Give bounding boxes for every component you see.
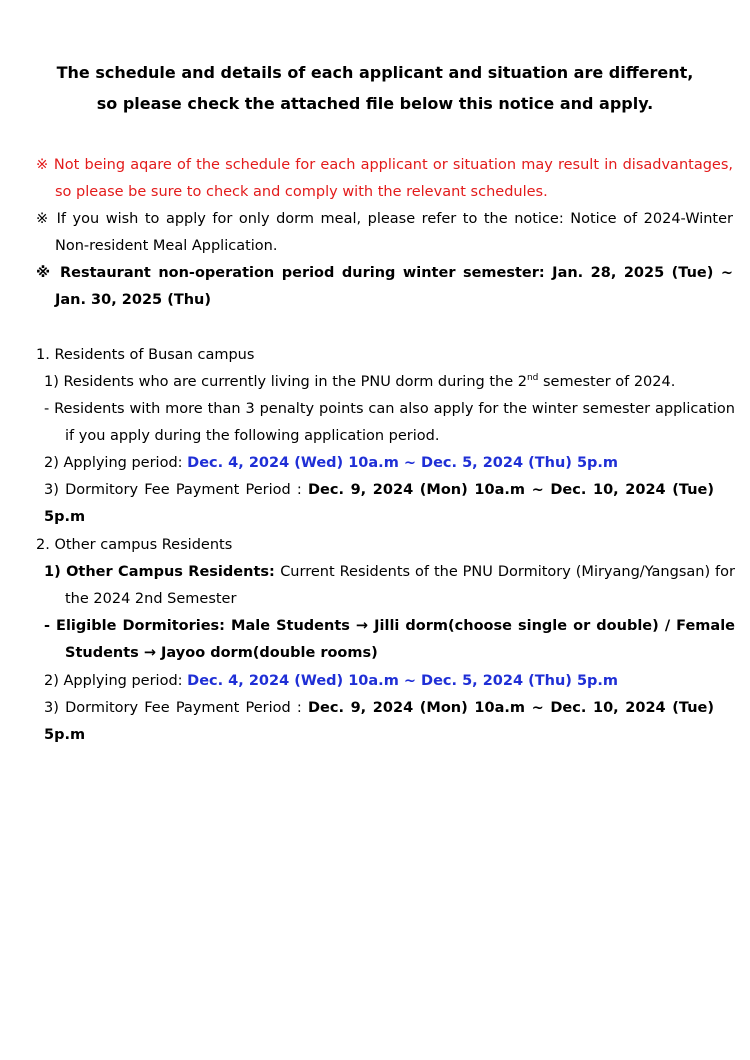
section1-item1-post: semester of 2024.	[538, 374, 676, 390]
section1-item2-label: 2) Applying period:	[44, 455, 188, 471]
section1-item1-sub: - Residents with more than 3 penalty points can also apply for the winter semester application if you apply during the following application period.	[44, 401, 735, 444]
warning-notice: ※ Not being aqare of the schedule for each applicant or situation may result in disadvantages, so please be sure to check and comply with the relevant schedules.	[36, 157, 733, 200]
section1-applying-period: Dec. 4, 2024 (Wed) 10a.m ~ Dec. 5, 2024 (Thu) 5p.m	[187, 455, 619, 471]
section2-item1-sub: - Eligible Dormitories: Male Students → Jilli dorm(choose single or double) / Female Students → Jayoo dorm(double rooms)	[44, 618, 735, 661]
section1-item1-pre: 1) Residents who are currently living in the PNU dorm during the 2	[44, 374, 527, 390]
headline-line-2: so please check the attached file below this notice and apply.	[96, 94, 654, 113]
section2-fee-period: Dec. 9, 2024 (Mon) 10a.m ~ Dec. 10, 2024 (Tue) 5p.m	[44, 700, 714, 743]
section1-item1-sup: nd	[526, 373, 539, 384]
section2-item2-label: 2) Applying period:	[44, 673, 188, 689]
section2-item3-label: 3) Dormitory Fee Payment Period :	[44, 700, 308, 716]
headline-line-1: The schedule and details of each applicant and situation are different,	[56, 63, 694, 82]
section2-item1-value: Current Residents of the PNU Dormitory (Miryang/Yangsan) for the 2024 2nd Semester	[65, 564, 735, 607]
notice-headline	[20, 57, 730, 119]
section1-fee-period: Dec. 9, 2024 (Mon) 10a.m ~ Dec. 10, 2024 (Tue) 5p.m	[44, 482, 714, 525]
section2-item1-label: 1) Other Campus Residents:	[44, 564, 281, 580]
section1-item1	[44, 369, 714, 396]
section1-item3-label: 3) Dormitory Fee Payment Period :	[44, 482, 308, 498]
section2-item2	[44, 668, 714, 695]
section2-title: 2. Other campus Residents	[36, 537, 233, 553]
section1-title: 1. Residents of Busan campus	[36, 347, 255, 363]
section1-item2	[44, 450, 714, 477]
meal-notice: ※ If you wish to apply for only dorm meal, please refer to the notice: Notice of 2024-Winter Non-resident Meal Application.	[36, 211, 733, 254]
section2-applying-period: Dec. 4, 2024 (Wed) 10a.m ~ Dec. 5, 2024 (Thu) 5p.m	[187, 673, 619, 689]
section2-item1	[44, 559, 735, 613]
section1-item3	[44, 477, 714, 531]
restaurant-notice: ※ Restaurant non-operation period during winter semester: Jan. 28, 2025 (Tue) ~ Jan. 30, 2025 (Thu)	[36, 265, 733, 308]
section2-item3	[44, 695, 714, 749]
